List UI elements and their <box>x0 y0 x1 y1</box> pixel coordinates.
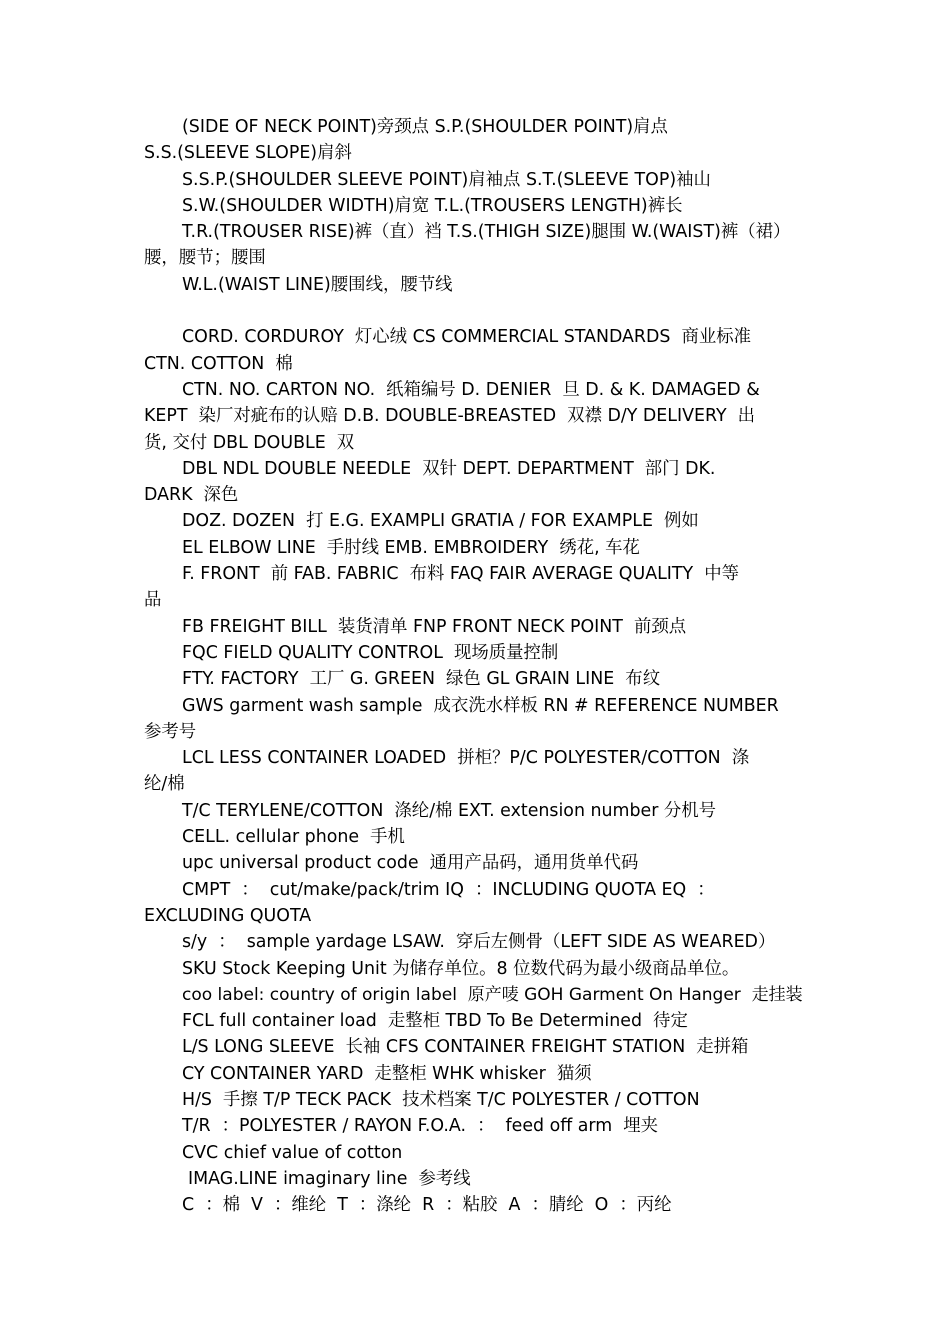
text-line: upc universal product code 通用产品码，通用货单代码 <box>182 853 639 874</box>
text-line: DOZ. DOZEN 打 E.G. EXAMPLI GRATIA / FOR EXAMPLE 例如 <box>182 511 699 532</box>
text-line: EXCLUDING QUOTA <box>144 905 312 926</box>
text-line: S.S.P.(SHOULDER SLEEVE POINT)肩袖点 S.T.(SLEEVE TOP)袖山 <box>182 169 711 190</box>
text-line: GWS garment wash sample 成衣洗水样板 RN # REFERENCE NUMBER <box>182 695 779 716</box>
text-line: 参考号 <box>144 721 197 742</box>
text-line: S.W.(SHOULDER WIDTH)肩宽 T.L.(TROUSERS LENGTH)裤长 <box>182 195 683 216</box>
text-line: EL ELBOW LINE 手肘线 EMB. EMBROIDERY 绣花, 车花 <box>182 537 640 558</box>
text-line: T.R.(TROUSER RISE)裤（直）裆 T.S.(THIGH SIZE)腿围 W.(WAIST)裤（裙） <box>182 222 791 243</box>
text-line: SKU Stock Keeping Unit 为储存单位。8 位数代码为最小级商品单位。 <box>182 958 740 979</box>
text-line: CMPT ： cut/make/pack/trim IQ ：INCLUDING QUOTA EQ ： <box>182 879 715 900</box>
text-line: FB FREIGHT BILL 装货清单 FNP FRONT NECK POINT 前颈点 <box>182 616 687 637</box>
text-line: s/y ： sample yardage LSAW. 穿后左侧骨（LEFT SIDE AS WEARED） <box>182 932 776 953</box>
glossary-text-block <box>144 114 808 1218</box>
text-line: T/C TERYLENE/COTTON 涤纶/棉 EXT. extension number 分机号 <box>182 800 717 821</box>
text-line: (SIDE OF NECK POINT)旁颈点 S.P.(SHOULDER POINT)肩点 <box>182 117 668 137</box>
text-line: LCL LESS CONTAINER LOADED 拼柜？P/C POLYESTER/COTTON 涤 <box>182 748 750 769</box>
text-line: 品 <box>144 590 162 611</box>
text-line: H/S 手擦 T/P TECK PACK 技术档案 T/C POLYESTER / COTTON <box>182 1089 700 1110</box>
text-line: DBL NDL DOUBLE NEEDLE 双针 DEPT. DEPARTMENT 部门 DK. <box>182 458 716 479</box>
text-line: CORD. CORDUROY 灯心绒 CS COMMERCIAL STANDARDS 商业标准 <box>182 327 752 348</box>
text-line: FTY. FACTORY 工厂 G. GREEN 绿色 GL GRAIN LINE 布纹 <box>182 669 661 690</box>
text-line: 货, 交付 DBL DOUBLE 双 <box>144 432 355 453</box>
text-line: DARK 深色 <box>144 485 239 506</box>
text-line: S.S.(SLEEVE SLOPE)肩斜 <box>144 143 352 164</box>
text-line: 腰，腰节；腰围 <box>144 248 266 269</box>
text-line: T/R ：POLYESTER / RAYON F.O.A. ： feed off arm 埋夹 <box>182 1116 659 1137</box>
text-line: IMAG.LINE imaginary line 参考线 <box>188 1168 471 1189</box>
text-line: C ：棉 V ：维纶 T ：涤纶 R ：粘胶 A ：腈纶 O ：丙纶 <box>182 1195 672 1216</box>
text-line: CELL. cellular phone 手机 <box>182 827 405 848</box>
blank-line <box>144 298 808 324</box>
text-line: FQC FIELD QUALITY CONTROL 现场质量控制 <box>182 642 559 663</box>
text-line: CTN. NO. CARTON NO. 纸箱编号 D. DENIER 旦 D. & K. DAMAGED & <box>182 379 760 400</box>
text-line: L/S LONG SLEEVE 长袖 CFS CONTAINER FREIGHT STATION 走拼箱 <box>182 1037 749 1058</box>
text-line: W.L.(WAIST LINE)腰围线，腰节线 <box>182 274 453 295</box>
text-line: 纶/棉 <box>144 774 185 795</box>
text-line: coo label: country of origin label 原产唛 GOH Garment On Hanger 走挂装 <box>182 984 803 1005</box>
text-line: KEPT 染厂对疵布的认赔 D.B. DOUBLE-BREASTED 双襟 D/Y DELIVERY 出 <box>144 406 756 427</box>
text-line: CTN. COTTON 棉 <box>144 353 293 374</box>
text-line: FCL full container load 走整柜 TBD To Be Determined 待定 <box>182 1011 688 1032</box>
text-line: CVC chief value of cotton <box>182 1142 403 1163</box>
text-line: CY CONTAINER YARD 走整柜 WHK whisker 猫须 <box>182 1063 592 1084</box>
text-line: F. FRONT 前 FAB. FABRIC 布料 FAQ FAIR AVERAGE QUALITY 中等 <box>182 564 739 585</box>
